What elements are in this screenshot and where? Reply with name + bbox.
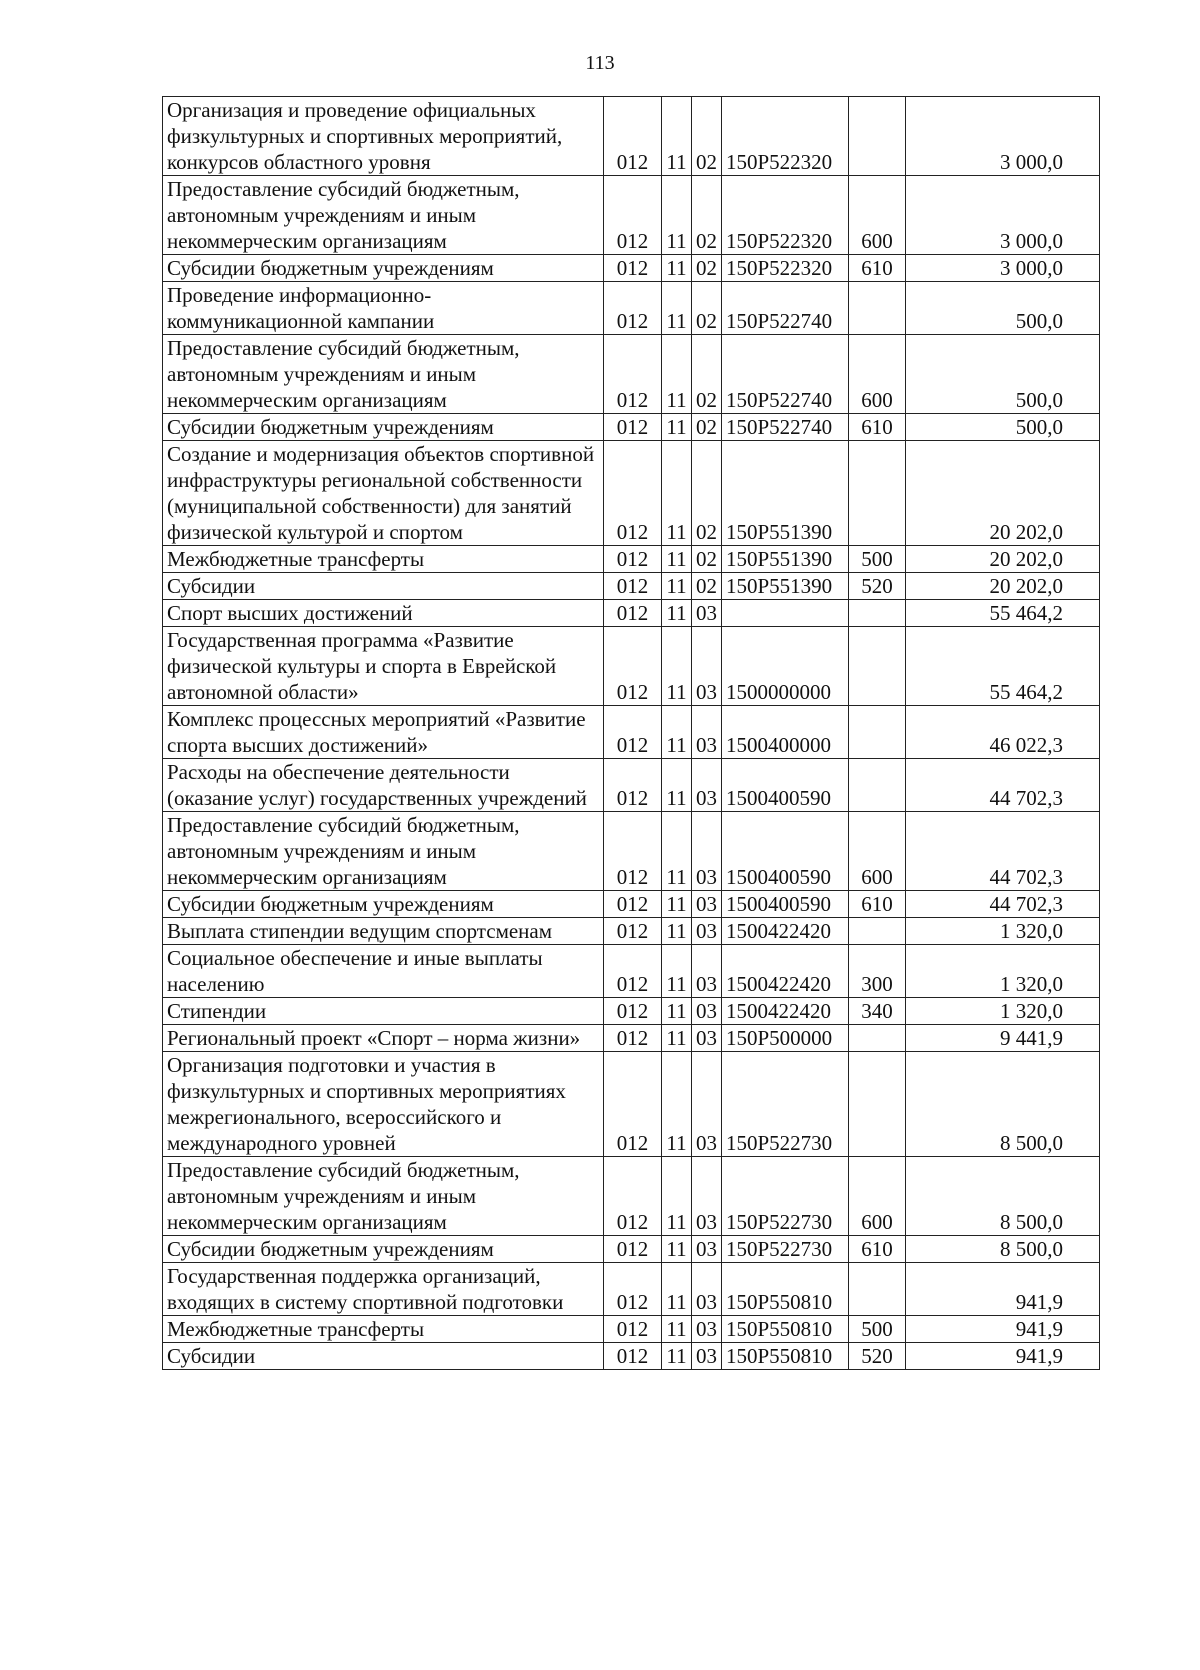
row-amount: 9 441,9 (906, 1025, 1100, 1052)
row-name: Создание и модернизация объектов спортивной инфраструктуры региональной собственности (муниципальной собственности) для занятий физической культурой и спортом (163, 441, 604, 546)
row-expense-type: 600 (849, 1157, 906, 1236)
row-target-item (722, 600, 849, 627)
row-amount: 46 022,3 (906, 706, 1100, 759)
row-ministry-code: 012 (604, 812, 662, 891)
row-subsection-code: 02 (692, 335, 722, 414)
row-name: Комплекс процессных мероприятий «Развитие спорта высших достижений» (163, 706, 604, 759)
row-amount: 44 702,3 (906, 759, 1100, 812)
row-target-item: 150P500000 (722, 1025, 849, 1052)
row-section-code: 11 (662, 918, 692, 945)
row-name: Предоставление субсидий бюджетным, автономным учреждениям и иным некоммерческим организациям (163, 812, 604, 891)
row-name: Субсидии бюджетным учреждениям (163, 891, 604, 918)
row-amount: 20 202,0 (906, 546, 1100, 573)
row-expense-type (849, 1263, 906, 1316)
row-subsection-code: 03 (692, 1157, 722, 1236)
row-name: Социальное обеспечение и иные выплаты населению (163, 945, 604, 998)
row-target-item: 150P522740 (722, 414, 849, 441)
row-expense-type: 610 (849, 414, 906, 441)
row-expense-type: 520 (849, 573, 906, 600)
row-target-item: 150P551390 (722, 573, 849, 600)
row-section-code: 11 (662, 759, 692, 812)
row-section-code: 11 (662, 1343, 692, 1370)
row-amount: 44 702,3 (906, 812, 1100, 891)
row-expense-type: 610 (849, 255, 906, 282)
table-row (163, 891, 1100, 918)
row-target-item: 1500400590 (722, 891, 849, 918)
row-ministry-code: 012 (604, 627, 662, 706)
row-expense-type: 500 (849, 1316, 906, 1343)
table-row (163, 945, 1100, 998)
row-section-code: 11 (662, 1263, 692, 1316)
table-body (163, 97, 1100, 1370)
row-section-code: 11 (662, 441, 692, 546)
row-target-item: 150P550810 (722, 1263, 849, 1316)
row-name: Расходы на обеспечение деятельности (оказание услуг) государственных учреждений (163, 759, 604, 812)
row-expense-type: 600 (849, 176, 906, 255)
row-amount: 55 464,2 (906, 627, 1100, 706)
row-target-item: 1500400000 (722, 706, 849, 759)
row-expense-type (849, 627, 906, 706)
row-target-item: 150P551390 (722, 546, 849, 573)
row-ministry-code: 012 (604, 282, 662, 335)
row-subsection-code: 03 (692, 945, 722, 998)
row-name: Субсидии (163, 573, 604, 600)
row-amount: 20 202,0 (906, 573, 1100, 600)
row-name: Проведение информационно-коммуникационной кампании (163, 282, 604, 335)
budget-table (162, 96, 1100, 1370)
row-amount: 8 500,0 (906, 1052, 1100, 1157)
row-amount: 20 202,0 (906, 441, 1100, 546)
row-name: Межбюджетные трансферты (163, 546, 604, 573)
row-name: Выплата стипендии ведущим спортсменам (163, 918, 604, 945)
table-row (163, 627, 1100, 706)
table-row (163, 1052, 1100, 1157)
row-expense-type (849, 706, 906, 759)
row-section-code: 11 (662, 812, 692, 891)
row-subsection-code: 02 (692, 282, 722, 335)
table-row (163, 1157, 1100, 1236)
table-row (163, 1263, 1100, 1316)
row-section-code: 11 (662, 1236, 692, 1263)
row-ministry-code: 012 (604, 891, 662, 918)
row-amount: 1 320,0 (906, 998, 1100, 1025)
row-subsection-code: 03 (692, 1343, 722, 1370)
row-subsection-code: 03 (692, 812, 722, 891)
row-expense-type (849, 918, 906, 945)
row-expense-type (849, 1052, 906, 1157)
row-name: Региональный проект «Спорт – норма жизни» (163, 1025, 604, 1052)
row-section-code: 11 (662, 1316, 692, 1343)
row-subsection-code: 03 (692, 759, 722, 812)
row-name: Государственная поддержка организаций, входящих в систему спортивной подготовки (163, 1263, 604, 1316)
row-section-code: 11 (662, 255, 692, 282)
row-amount: 8 500,0 (906, 1157, 1100, 1236)
row-section-code: 11 (662, 176, 692, 255)
row-subsection-code: 02 (692, 441, 722, 546)
row-subsection-code: 02 (692, 255, 722, 282)
table-row (163, 441, 1100, 546)
table-row (163, 414, 1100, 441)
row-subsection-code: 03 (692, 627, 722, 706)
table-row (163, 918, 1100, 945)
row-name: Субсидии (163, 1343, 604, 1370)
row-target-item: 150P550810 (722, 1316, 849, 1343)
row-section-code: 11 (662, 1157, 692, 1236)
row-expense-type: 520 (849, 1343, 906, 1370)
row-expense-type (849, 97, 906, 176)
row-amount: 8 500,0 (906, 1236, 1100, 1263)
row-ministry-code: 012 (604, 945, 662, 998)
row-name: Организация и проведение официальных физкультурных и спортивных мероприятий, конкурсов областного уровня (163, 97, 604, 176)
row-name: Стипендии (163, 998, 604, 1025)
row-subsection-code: 03 (692, 918, 722, 945)
row-target-item: 1500422420 (722, 945, 849, 998)
row-section-code: 11 (662, 546, 692, 573)
row-name: Субсидии бюджетным учреждениям (163, 414, 604, 441)
row-amount: 500,0 (906, 414, 1100, 441)
table-row (163, 1025, 1100, 1052)
row-target-item: 1500400590 (722, 812, 849, 891)
row-ministry-code: 012 (604, 335, 662, 414)
row-target-item: 1500000000 (722, 627, 849, 706)
row-name: Государственная программа «Развитие физической культуры и спорта в Еврейской автономной области» (163, 627, 604, 706)
row-target-item: 150P522740 (722, 282, 849, 335)
table-row (163, 600, 1100, 627)
row-target-item: 150P522730 (722, 1236, 849, 1263)
row-amount: 1 320,0 (906, 945, 1100, 998)
row-ministry-code: 012 (604, 1052, 662, 1157)
row-subsection-code: 03 (692, 1052, 722, 1157)
row-section-code: 11 (662, 627, 692, 706)
table-row (163, 706, 1100, 759)
row-section-code: 11 (662, 945, 692, 998)
page-number: 113 (585, 52, 615, 74)
row-name: Предоставление субсидий бюджетным, автономным учреждениям и иным некоммерческим организациям (163, 176, 604, 255)
row-ministry-code: 012 (604, 1236, 662, 1263)
row-section-code: 11 (662, 706, 692, 759)
table-row (163, 812, 1100, 891)
table-row (163, 998, 1100, 1025)
row-amount: 3 000,0 (906, 176, 1100, 255)
table-row (163, 573, 1100, 600)
row-target-item: 150P551390 (722, 441, 849, 546)
row-ministry-code: 012 (604, 255, 662, 282)
row-amount: 500,0 (906, 335, 1100, 414)
row-amount: 1 320,0 (906, 918, 1100, 945)
row-target-item: 1500422420 (722, 918, 849, 945)
row-expense-type: 600 (849, 812, 906, 891)
row-target-item: 1500422420 (722, 998, 849, 1025)
row-ministry-code: 012 (604, 759, 662, 812)
row-target-item: 150P522740 (722, 335, 849, 414)
row-section-code: 11 (662, 335, 692, 414)
row-expense-type: 610 (849, 1236, 906, 1263)
row-subsection-code: 03 (692, 600, 722, 627)
row-expense-type (849, 600, 906, 627)
row-expense-type: 300 (849, 945, 906, 998)
row-expense-type (849, 441, 906, 546)
table-row (163, 1316, 1100, 1343)
row-expense-type (849, 282, 906, 335)
row-amount: 44 702,3 (906, 891, 1100, 918)
row-amount: 55 464,2 (906, 600, 1100, 627)
row-subsection-code: 03 (692, 706, 722, 759)
row-section-code: 11 (662, 600, 692, 627)
row-ministry-code: 012 (604, 441, 662, 546)
row-subsection-code: 03 (692, 891, 722, 918)
table-row (163, 282, 1100, 335)
row-amount: 3 000,0 (906, 97, 1100, 176)
row-ministry-code: 012 (604, 998, 662, 1025)
row-section-code: 11 (662, 1052, 692, 1157)
row-amount: 941,9 (906, 1343, 1100, 1370)
row-expense-type: 610 (849, 891, 906, 918)
row-target-item: 150P550810 (722, 1343, 849, 1370)
row-name: Межбюджетные трансферты (163, 1316, 604, 1343)
row-expense-type: 500 (849, 546, 906, 573)
table-row (163, 335, 1100, 414)
row-target-item: 150P522320 (722, 176, 849, 255)
row-name: Субсидии бюджетным учреждениям (163, 1236, 604, 1263)
row-subsection-code: 03 (692, 998, 722, 1025)
row-ministry-code: 012 (604, 1025, 662, 1052)
row-target-item: 150P522320 (722, 97, 849, 176)
row-ministry-code: 012 (604, 600, 662, 627)
row-target-item: 150P522730 (722, 1157, 849, 1236)
row-ministry-code: 012 (604, 1343, 662, 1370)
row-target-item: 1500400590 (722, 759, 849, 812)
row-ministry-code: 012 (604, 97, 662, 176)
row-ministry-code: 012 (604, 573, 662, 600)
row-section-code: 11 (662, 1025, 692, 1052)
row-ministry-code: 012 (604, 1157, 662, 1236)
row-amount: 500,0 (906, 282, 1100, 335)
row-ministry-code: 012 (604, 176, 662, 255)
row-expense-type (849, 1025, 906, 1052)
row-ministry-code: 012 (604, 414, 662, 441)
row-section-code: 11 (662, 998, 692, 1025)
row-section-code: 11 (662, 891, 692, 918)
row-section-code: 11 (662, 414, 692, 441)
table-row (163, 759, 1100, 812)
table-row (163, 176, 1100, 255)
table-row (163, 1236, 1100, 1263)
row-target-item: 150P522730 (722, 1052, 849, 1157)
row-section-code: 11 (662, 97, 692, 176)
table-row (163, 255, 1100, 282)
row-subsection-code: 02 (692, 414, 722, 441)
row-ministry-code: 012 (604, 1316, 662, 1343)
row-expense-type (849, 759, 906, 812)
row-section-code: 11 (662, 573, 692, 600)
table-row (163, 97, 1100, 176)
row-ministry-code: 012 (604, 546, 662, 573)
row-subsection-code: 03 (692, 1316, 722, 1343)
row-subsection-code: 03 (692, 1263, 722, 1316)
row-name: Субсидии бюджетным учреждениям (163, 255, 604, 282)
row-name: Предоставление субсидий бюджетным, автономным учреждениям и иным некоммерческим организациям (163, 1157, 604, 1236)
row-section-code: 11 (662, 282, 692, 335)
row-subsection-code: 02 (692, 176, 722, 255)
row-subsection-code: 03 (692, 1236, 722, 1263)
row-amount: 941,9 (906, 1316, 1100, 1343)
row-ministry-code: 012 (604, 918, 662, 945)
row-target-item: 150P522320 (722, 255, 849, 282)
table-row (163, 546, 1100, 573)
table-row (163, 1343, 1100, 1370)
row-ministry-code: 012 (604, 706, 662, 759)
row-amount: 3 000,0 (906, 255, 1100, 282)
row-subsection-code: 03 (692, 1025, 722, 1052)
row-expense-type: 600 (849, 335, 906, 414)
row-name: Предоставление субсидий бюджетным, автономным учреждениям и иным некоммерческим организациям (163, 335, 604, 414)
row-amount: 941,9 (906, 1263, 1100, 1316)
row-subsection-code: 02 (692, 573, 722, 600)
row-subsection-code: 02 (692, 97, 722, 176)
row-subsection-code: 02 (692, 546, 722, 573)
row-expense-type: 340 (849, 998, 906, 1025)
row-name: Организация подготовки и участия в физкультурных и спортивных мероприятиях межрегионального, всероссийского и международного уровней (163, 1052, 604, 1157)
row-ministry-code: 012 (604, 1263, 662, 1316)
row-name: Спорт высших достижений (163, 600, 604, 627)
